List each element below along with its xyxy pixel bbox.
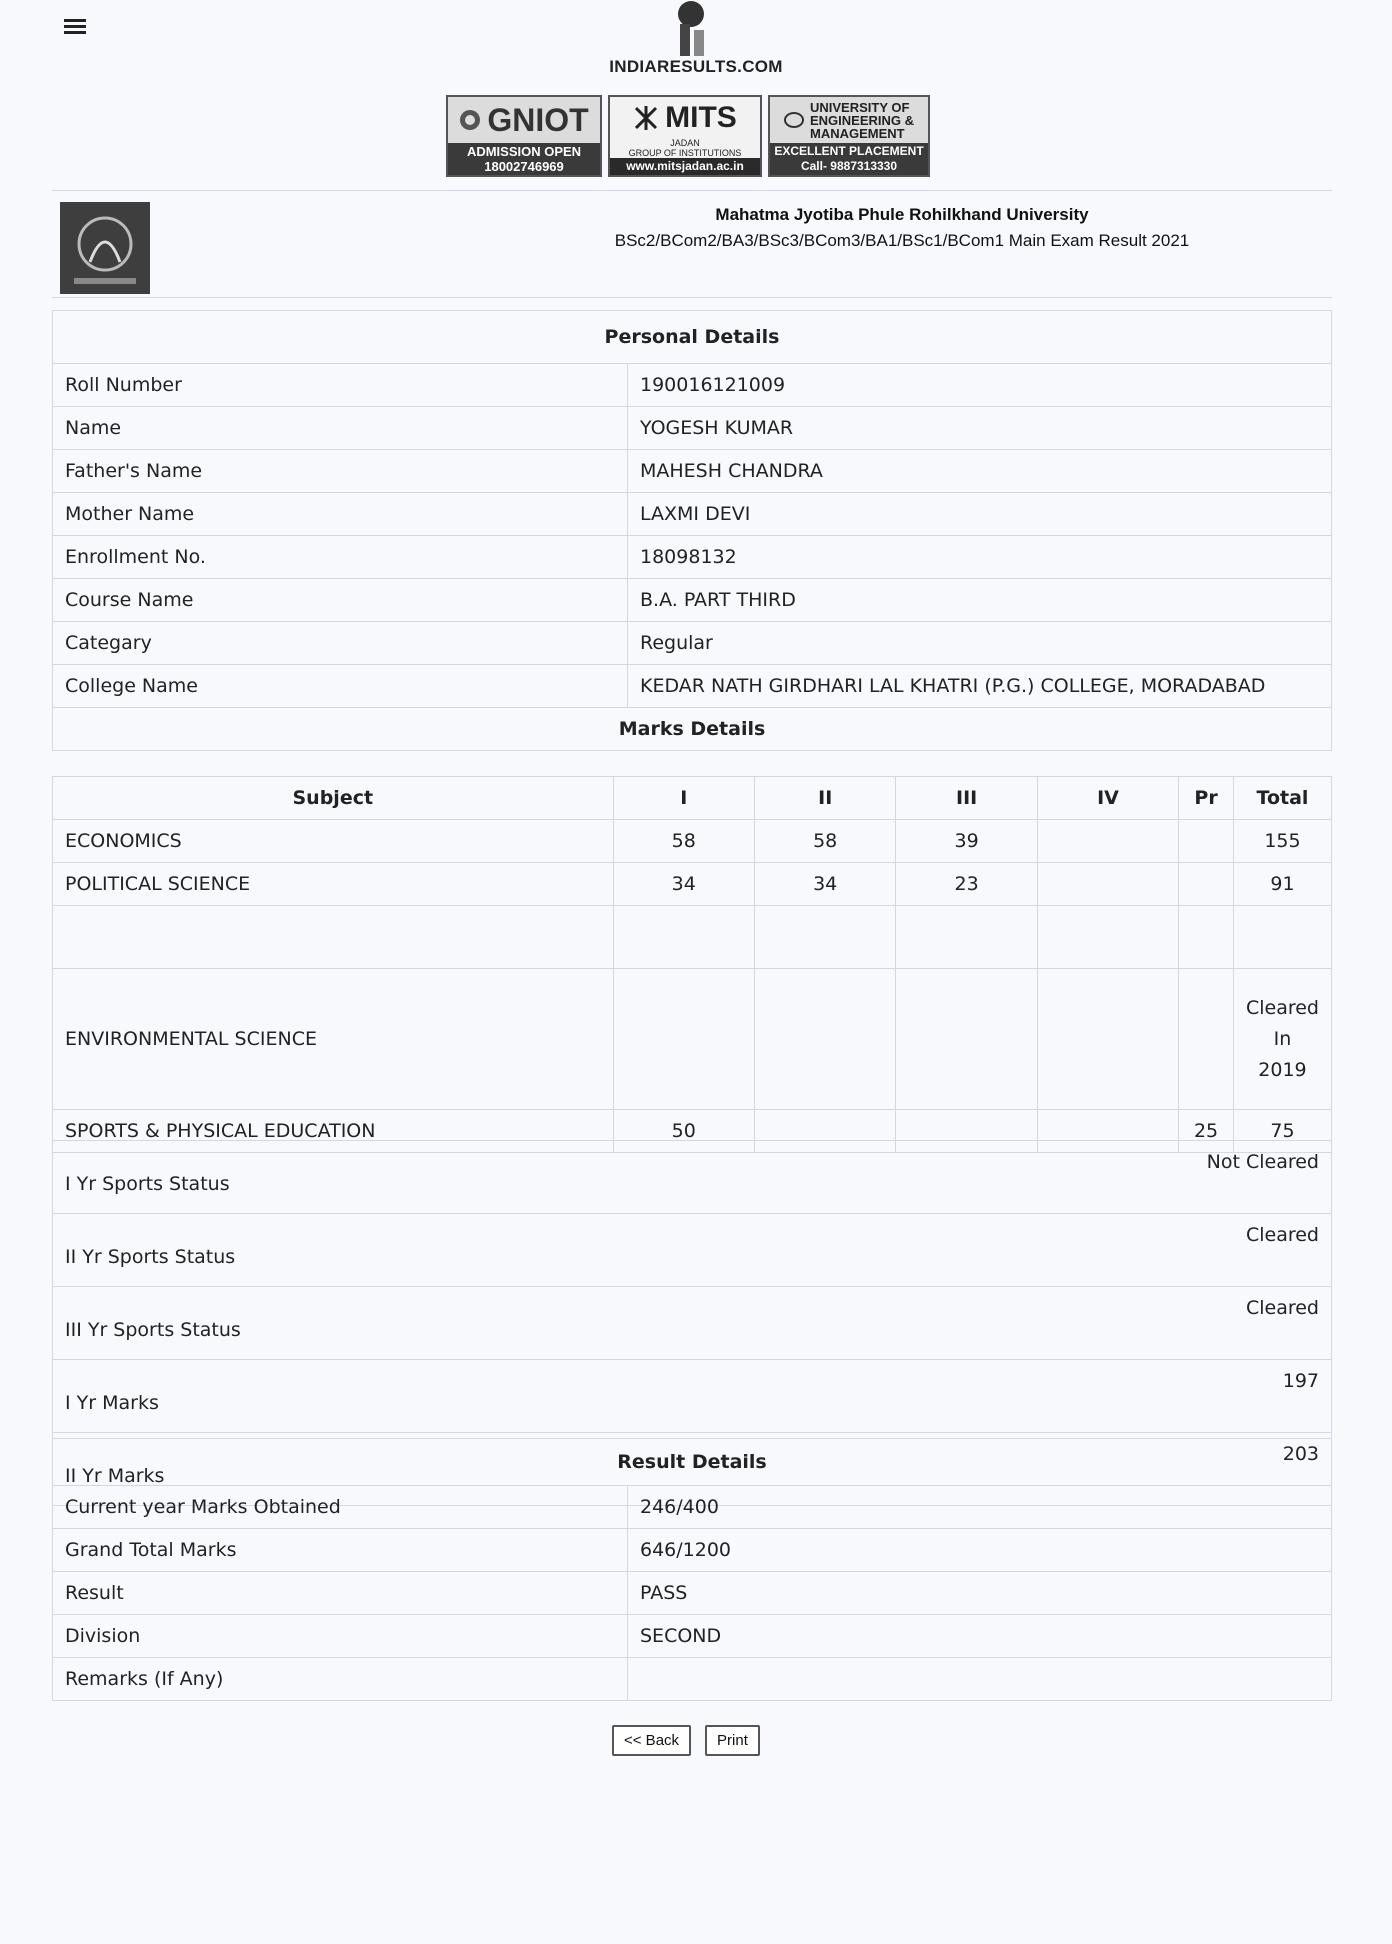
env-total-line1: Cleared	[1245, 996, 1319, 1019]
gniot-line2: 18002746969	[484, 159, 564, 174]
remarks-value	[628, 1658, 1332, 1701]
current-marks-label: Current year Marks Obtained	[53, 1486, 628, 1529]
college-name-value: KEDAR NATH GIRDHARI LAL KHATRI (P.G.) COLLEGE, MORADABAD	[628, 665, 1332, 708]
father-name-label: Father's Name	[53, 450, 628, 493]
table-row	[53, 493, 1332, 536]
mother-name-value: LAXMI DEVI	[628, 493, 1332, 536]
result-value: PASS	[628, 1572, 1332, 1615]
status-value: 197	[812, 1360, 1331, 1433]
sports-mark-total: 75	[1233, 1110, 1331, 1153]
env-total-line3: 2019	[1258, 1058, 1307, 1081]
category-label: Categary	[53, 622, 628, 665]
table-row	[53, 1572, 1332, 1615]
table-row	[53, 1360, 1332, 1433]
mark-iv	[1037, 863, 1178, 906]
mark-i: 34	[613, 863, 754, 906]
status-value: Cleared	[812, 1214, 1331, 1287]
table-row	[53, 450, 1332, 493]
enrollment-value: 18098132	[628, 536, 1332, 579]
division-value: SECOND	[628, 1615, 1332, 1658]
table-row	[53, 969, 1332, 1110]
table-row	[53, 1658, 1332, 1701]
col-subject: Subject	[53, 777, 614, 820]
marks-details-heading: Marks Details	[53, 708, 1332, 751]
gniot-ad[interactable]	[446, 95, 602, 177]
site-logo-icon	[674, 0, 708, 56]
mark-iii: 39	[896, 820, 1037, 863]
college-name-label: College Name	[53, 665, 628, 708]
status-value: Not Cleared	[812, 1141, 1331, 1214]
table-row	[53, 622, 1332, 665]
table-row	[53, 579, 1332, 622]
table-row	[53, 820, 1332, 863]
mother-name-label: Mother Name	[53, 493, 628, 536]
status-value: Cleared	[812, 1287, 1331, 1360]
table-row	[53, 364, 1332, 407]
name-label: Name	[53, 407, 628, 450]
father-name-value: MAHESH CHANDRA	[628, 450, 1332, 493]
status-label: I Yr Marks	[53, 1360, 813, 1433]
roll-number-label: Roll Number	[53, 364, 628, 407]
mark-iv	[1037, 820, 1178, 863]
result-details-heading: Result Details	[53, 1439, 1332, 1486]
marks-table	[52, 776, 1332, 1153]
uem-line1: EXCELLENT PLACEMENT	[774, 144, 924, 158]
mark-i: 58	[613, 820, 754, 863]
roll-number-value: 190016121009	[628, 364, 1332, 407]
col-i: I	[613, 777, 754, 820]
table-row	[53, 536, 1332, 579]
mark-total: 91	[1233, 863, 1331, 906]
gniot-line1: ADMISSION OPEN	[466, 144, 582, 159]
table-row	[53, 863, 1332, 906]
uem-title	[810, 101, 914, 140]
subject-name: POLITICAL SCIENCE	[53, 863, 614, 906]
exam-title: BSc2/BCom2/BA3/BSc3/BCom3/BA1/BSc1/BCom1 Main Exam Result 2021	[614, 231, 1190, 250]
personal-details-heading: Personal Details	[53, 311, 1332, 364]
table-row	[53, 407, 1332, 450]
menu-icon[interactable]	[64, 16, 86, 38]
status-label: II Yr Marks	[53, 1433, 813, 1506]
uem-line-a: UNIVERSITY OF	[809, 99, 910, 115]
back-button[interactable]: << Back	[612, 1725, 691, 1756]
uem-ad[interactable]	[768, 95, 930, 177]
uem-line2: Call- 9887313330	[800, 159, 898, 173]
gniot-emblem-icon	[459, 109, 481, 131]
table-row	[53, 1529, 1332, 1572]
course-name-label: Course Name	[53, 579, 628, 622]
print-button[interactable]: Print	[705, 1725, 760, 1756]
table-row	[53, 1141, 1332, 1214]
action-buttons	[612, 1725, 760, 1756]
university-header	[52, 190, 1332, 298]
env-subject-name: ENVIRONMENTAL SCIENCE	[53, 969, 614, 1110]
name-value: YOGESH KUMAR	[628, 407, 1332, 450]
university-name: Mahatma Jyotiba Phule Rohilkhand University	[715, 205, 1089, 224]
grand-total-value: 646/1200	[628, 1529, 1332, 1572]
mark-pr	[1179, 863, 1234, 906]
table-row	[53, 1287, 1332, 1360]
col-iii: III	[896, 777, 1037, 820]
status-label: II Yr Sports Status	[53, 1214, 813, 1287]
subject-name: ECONOMICS	[53, 820, 614, 863]
mits-ad[interactable]	[608, 95, 762, 177]
col-pr: Pr	[1179, 777, 1234, 820]
mits-emblem-icon	[633, 105, 659, 131]
university-seal-icon	[60, 202, 150, 294]
category-value: Regular	[628, 622, 1332, 665]
result-details-table	[52, 1438, 1332, 1701]
mits-brand: MITS	[665, 100, 737, 134]
gniot-brand: GNIOT	[487, 101, 589, 138]
col-iv: IV	[1037, 777, 1178, 820]
division-label: Division	[53, 1615, 628, 1658]
sports-mark-i: 50	[613, 1110, 754, 1153]
env-total	[1233, 969, 1331, 1110]
status-label: III Yr Sports Status	[53, 1287, 813, 1360]
spacer-row	[53, 906, 1332, 969]
uem-line-c: MANAGEMENT	[809, 125, 905, 141]
env-total-line2: In	[1273, 1027, 1292, 1050]
personal-details-table	[52, 310, 1332, 751]
table-row	[53, 1214, 1332, 1287]
uem-emblem-icon	[784, 110, 804, 130]
mits-url: www.mitsjadan.ac.in	[610, 158, 760, 175]
uem-line-b: ENGINEERING &	[809, 112, 914, 128]
result-label: Result	[53, 1572, 628, 1615]
mark-total: 155	[1233, 820, 1331, 863]
status-label: I Yr Sports Status	[53, 1141, 813, 1214]
site-name[interactable]: INDIARESULTS.COM	[609, 57, 783, 76]
mark-ii: 34	[754, 863, 895, 906]
mark-pr	[1179, 820, 1234, 863]
marks-header-row	[53, 777, 1332, 820]
remarks-label: Remarks (If Any)	[53, 1658, 628, 1701]
enrollment-label: Enrollment No.	[53, 536, 628, 579]
status-value: 203	[812, 1433, 1331, 1506]
col-ii: II	[754, 777, 895, 820]
table-row	[53, 665, 1332, 708]
course-name-value: B.A. PART THIRD	[628, 579, 1332, 622]
current-marks-value: 246/400	[628, 1486, 1332, 1529]
sports-subject-name: SPORTS & PHYSICAL EDUCATION	[53, 1110, 614, 1153]
sports-mark-pr: 25	[1179, 1110, 1234, 1153]
ad-banner-strip	[446, 95, 930, 177]
table-row	[53, 1486, 1332, 1529]
mits-sub2: GROUP OF INSTITUTIONS	[628, 148, 742, 158]
mark-iii: 23	[896, 863, 1037, 906]
grand-total-label: Grand Total Marks	[53, 1529, 628, 1572]
table-row	[53, 1615, 1332, 1658]
mits-sub1: JADAN	[670, 138, 700, 148]
mark-ii: 58	[754, 820, 895, 863]
col-total: Total	[1233, 777, 1331, 820]
